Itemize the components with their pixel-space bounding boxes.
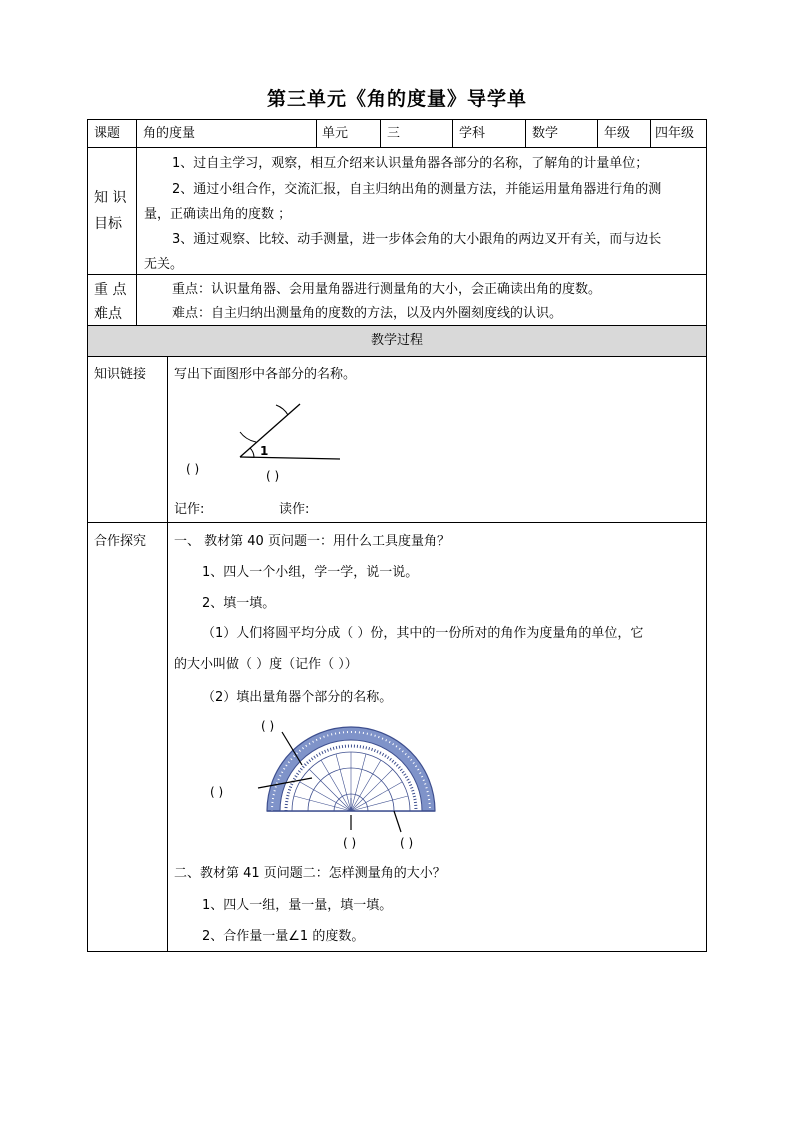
angle-label: 1	[260, 444, 269, 458]
goal-item-1: 1、过自主学习，观察，相互介绍来认识量角器各部分的名称，了解角的计量单位；	[172, 156, 649, 171]
q1-step-2: 2、填一填。	[202, 596, 276, 611]
link-instruction: 写出下面图形中各部分的名称。	[174, 367, 357, 382]
protractor-blank-top: ( )	[261, 719, 275, 733]
reading-label: 读作:	[279, 502, 310, 517]
keypoints-label-line2: 难点	[94, 306, 122, 322]
goal-item-2a: 2、通过小组合作，交流汇报，自主归纳出角的测量方法，并能运用量角器进行角的测	[172, 182, 662, 197]
q2-title: 二、教材第 41 页问题二：怎样测量角的大小？	[174, 866, 446, 881]
subject-label: 学科	[459, 126, 486, 141]
goal-item-3a: 3、通过观察、比较、动手测量，进一步体会角的大小跟角的两边叉开有关，而与边长	[172, 232, 662, 247]
goals-label-line2: 目标	[94, 216, 122, 232]
q2-step-2: 2、合作量一量∠1 的度数。	[202, 929, 365, 944]
q2-step-1: 1、四人一组，量一量，填一填。	[202, 898, 393, 913]
q1-fill-2: （2）填出量角器个部分的名称。	[202, 690, 393, 705]
q1-fill-1b: 的大小叫做（ ）度（记作（ ））	[174, 657, 358, 672]
keypoints-label-line1: 重 点	[94, 282, 127, 298]
link-label: 知识链接	[94, 367, 147, 382]
process-header: 教学过程	[370, 333, 423, 348]
goal-item-3b: 无关。	[144, 257, 184, 272]
q1-title: 一、 教材第 40 页问题一：用什么工具度量角？	[174, 534, 450, 549]
notation-label: 记作:	[174, 502, 205, 517]
unit-label: 单元	[322, 126, 349, 141]
course-label: 课题	[94, 126, 121, 141]
difficult-point: 难点：自主归纳出测量角的度数的方法，以及内外圈刻度线的认识。	[172, 306, 563, 321]
explore-label: 合作探究	[94, 534, 147, 549]
key-point: 重点：认识量角器、会用量角器进行测量角的大小，会正确读出角的度数。	[172, 282, 602, 297]
subject-value: 数学	[532, 126, 559, 141]
q1-fill-1a: （1）人们将圆平均分成（ ）份，其中的一份所对的角作为度量角的单位，它	[202, 626, 644, 641]
side-blank: ( )	[266, 469, 280, 483]
grade-label: 年级	[604, 126, 631, 141]
q1-step-1: 1、四人一个小组，学一学，说一说。	[202, 565, 419, 580]
goals-label-line1: 知 识	[94, 190, 127, 206]
grade-value: 四年级	[655, 126, 695, 141]
protractor-blank-right: ( )	[400, 836, 414, 850]
goal-item-2b: 量，正确读出角的度数 ；	[144, 207, 292, 222]
protractor-blank-center: ( )	[343, 836, 357, 850]
unit-value: 三	[387, 126, 401, 141]
protractor-blank-left: ( )	[210, 785, 224, 799]
course-value: 角的度量	[143, 126, 196, 141]
protractor-figure	[200, 712, 460, 852]
page-title: 第三单元《角的度量》导学单	[266, 88, 527, 110]
vertex-blank: ( )	[186, 462, 200, 476]
